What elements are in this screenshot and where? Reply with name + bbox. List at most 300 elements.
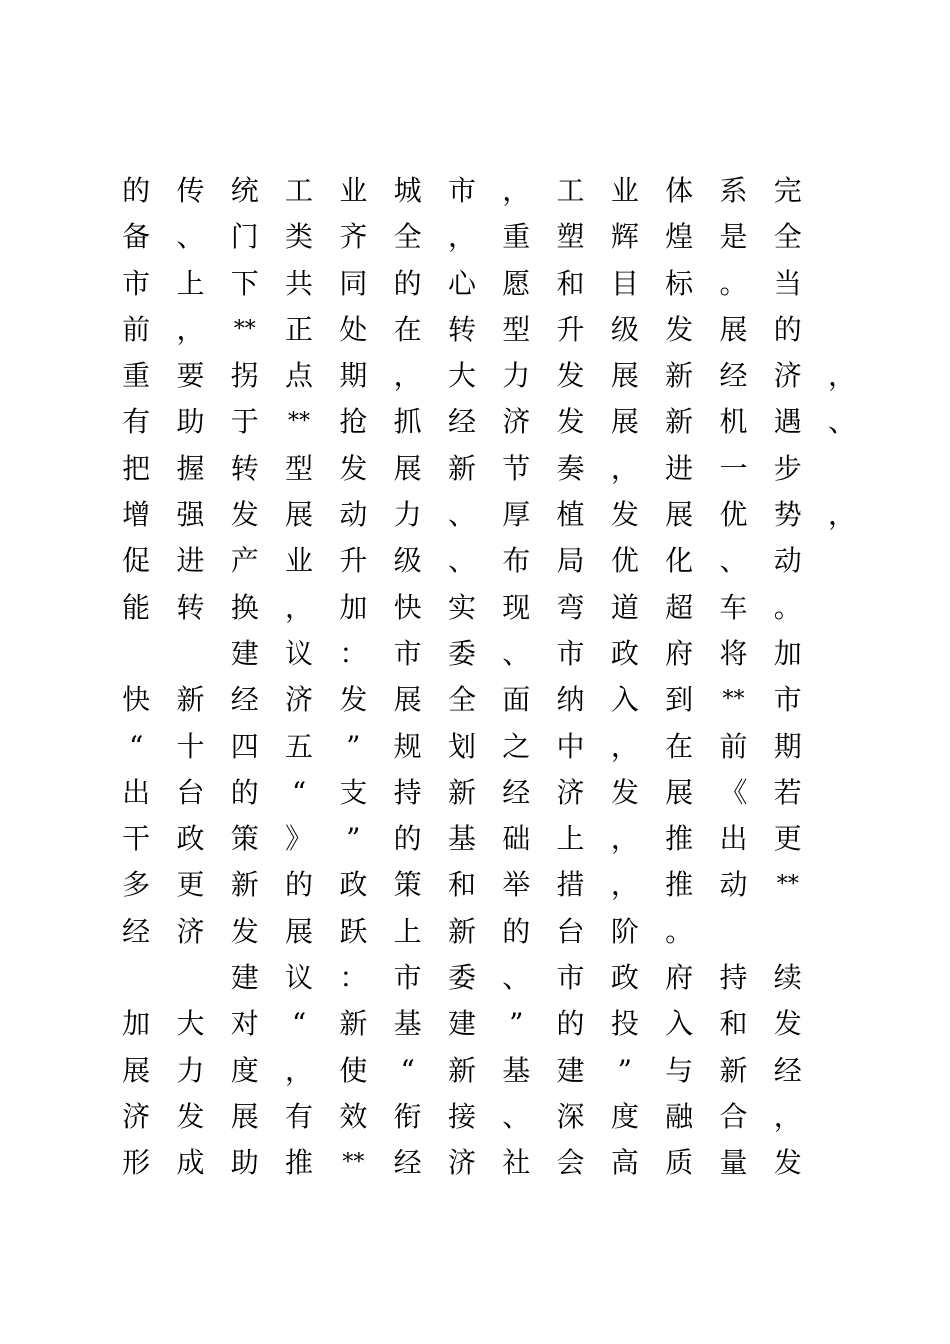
text-char: 新 [665, 405, 694, 439]
text-char: ， [285, 590, 314, 624]
text-char: 经 [122, 914, 151, 948]
text-char: 奏 [556, 451, 585, 485]
text-char: ” [617, 1053, 632, 1087]
text-char: 发 [339, 451, 368, 485]
text-char: 经 [393, 1146, 422, 1180]
text-char: 业 [610, 174, 639, 207]
text-char: 济 [773, 359, 802, 393]
text-line [109, 1140, 869, 1186]
text-char: 新 [447, 451, 476, 485]
text-char: 化 [665, 544, 694, 578]
text-char: 加 [773, 636, 802, 670]
text-char: 基 [393, 1007, 422, 1041]
text-char: 动 [719, 868, 748, 902]
text-char: 展 [285, 498, 314, 532]
text-char: 展 [665, 498, 694, 532]
text-char: 共 [285, 266, 314, 300]
text-char: 发 [610, 775, 639, 809]
text-char: 多 [122, 868, 151, 902]
text-char: 措 [556, 868, 585, 902]
text-char: 下 [230, 266, 259, 300]
text-char: 。 [719, 266, 748, 300]
text-char: 发 [176, 1099, 205, 1133]
text-char: 级 [610, 312, 639, 346]
text-line [109, 677, 869, 723]
text-char: 换 [230, 590, 259, 624]
text-char: 新 [665, 359, 694, 393]
text-line [109, 585, 869, 631]
text-char: 基 [447, 822, 476, 856]
text-char: 优 [610, 544, 639, 578]
text-char: 超 [665, 590, 694, 624]
text-char: 正 [285, 312, 314, 346]
text-char: 加 [339, 590, 368, 624]
text-char: 助 [176, 405, 205, 439]
text-char: 体 [665, 174, 694, 207]
text-char: 同 [339, 266, 368, 300]
text-char: 齐 [339, 220, 368, 254]
text-char: 的 [773, 312, 802, 346]
text-char: 经 [719, 359, 748, 393]
text-char: 五 [285, 729, 314, 763]
text-line [109, 909, 869, 955]
text-char: ** [776, 872, 799, 898]
text-char: 快 [393, 590, 422, 624]
text-char: 实 [447, 590, 476, 624]
text-char: “ [400, 1053, 415, 1087]
text-char: 转 [230, 451, 259, 485]
text-char: ， [828, 498, 857, 532]
text-char: 经 [230, 683, 259, 717]
text-char: 、 [502, 636, 531, 670]
text-char: 》 [285, 822, 314, 856]
text-char: 续 [773, 961, 802, 995]
text-char: 发 [230, 498, 259, 532]
text-char: 之 [502, 729, 531, 763]
text-char: 加 [122, 1007, 151, 1041]
text-char: 建 [230, 961, 259, 995]
text-char: 优 [719, 498, 748, 532]
text-char: 的 [502, 914, 531, 948]
text-char: 全 [393, 220, 422, 254]
text-char: 政 [339, 868, 368, 902]
text-char: 展 [393, 451, 422, 485]
text-char: 完 [773, 174, 802, 207]
text-char: 型 [502, 312, 531, 346]
text-char: 愿 [502, 266, 531, 300]
text-char: 心 [447, 266, 476, 300]
text-char: 和 [447, 868, 476, 902]
text-char: 统 [230, 174, 259, 207]
text-char: 济 [285, 683, 314, 717]
text-char: 新 [447, 914, 476, 948]
text-char: 接 [447, 1099, 476, 1133]
text-char: 上 [556, 822, 585, 856]
text-char: 助 [230, 1146, 259, 1180]
text-char: 推 [665, 868, 694, 902]
text-char: 建 [556, 1053, 585, 1087]
text-char: 在 [393, 312, 422, 346]
text-char: 发 [773, 1146, 802, 1180]
text-char: 使 [339, 1053, 368, 1087]
text-char: 跃 [339, 914, 368, 948]
text-char: 会 [556, 1146, 585, 1180]
text-char: 议 [285, 961, 314, 995]
text-char: ” [346, 729, 361, 763]
text-line [109, 631, 869, 677]
text-char: 节 [502, 451, 531, 485]
text-char: 社 [502, 1146, 531, 1180]
text-char: ** [233, 316, 256, 342]
text-line [109, 399, 869, 445]
text-char: 策 [393, 868, 422, 902]
text-char: 更 [773, 822, 802, 856]
text-char: 进 [665, 451, 694, 485]
text-char: 步 [773, 451, 802, 485]
text-char: 形 [122, 1146, 151, 1180]
text-char: 辉 [610, 220, 639, 254]
text-char: ， [610, 868, 639, 902]
text-line [109, 492, 869, 538]
text-char: 业 [339, 174, 368, 207]
text-char: 与 [665, 1053, 694, 1087]
text-char: ， [393, 359, 422, 393]
text-char: 的 [285, 868, 314, 902]
text-line [109, 862, 869, 908]
text-char: 、 [447, 544, 476, 578]
text-char: 新 [719, 1053, 748, 1087]
text-char: 干 [122, 822, 151, 856]
text-char: 中 [556, 729, 585, 763]
text-char: 政 [610, 961, 639, 995]
text-char: 动 [339, 498, 368, 532]
text-char: 大 [447, 359, 476, 393]
text-char: 质 [665, 1146, 694, 1180]
text-char: 机 [719, 405, 748, 439]
text-char: 和 [719, 1007, 748, 1041]
text-char: 系 [719, 174, 748, 207]
text-char: 塑 [556, 220, 585, 254]
text-char: 现 [502, 590, 531, 624]
text-char: 于 [230, 405, 259, 439]
text-char: 期 [773, 729, 802, 763]
text-char: 经 [447, 405, 476, 439]
text-char: 面 [502, 683, 531, 717]
text-char: 和 [556, 266, 585, 300]
text-char: 级 [393, 544, 422, 578]
text-char: 举 [502, 868, 531, 902]
text-char: 进 [176, 544, 205, 578]
text-char: 、 [502, 961, 531, 995]
text-char: 重 [122, 359, 151, 393]
text-char: 委 [447, 636, 476, 670]
text-char: 发 [556, 405, 585, 439]
text-char: 型 [285, 451, 314, 485]
text-char: 持 [393, 775, 422, 809]
text-char: 当 [773, 266, 802, 300]
text-char: 支 [339, 775, 368, 809]
text-line [109, 307, 869, 353]
text-char: 市 [556, 636, 585, 670]
text-char: 政 [610, 636, 639, 670]
text-char: 经 [502, 775, 531, 809]
text-char: 工 [285, 174, 314, 207]
text-char: 快 [122, 683, 151, 717]
text-char: 动 [773, 544, 802, 578]
text-char: 对 [230, 1007, 259, 1041]
text-char: 《 [719, 775, 748, 809]
text-char: 度 [230, 1053, 259, 1087]
text-char: 传 [176, 174, 205, 207]
text-char: 市 [773, 683, 802, 717]
text-char: 、 [719, 544, 748, 578]
text-char: 基 [502, 1053, 531, 1087]
text-char: 推 [665, 822, 694, 856]
text-char: 的 [122, 174, 151, 207]
text-char: 展 [665, 775, 694, 809]
text-char: 、 [176, 220, 205, 254]
text-char: 布 [502, 544, 531, 578]
text-char: 处 [339, 312, 368, 346]
text-char: 建 [447, 1007, 476, 1041]
text-char: 四 [230, 729, 259, 763]
text-char: ** [722, 687, 745, 713]
text-char: 济 [122, 1099, 151, 1133]
text-char: ， [610, 822, 639, 856]
text-line [109, 1001, 869, 1047]
text-char: 上 [393, 914, 422, 948]
text-char: 十 [176, 729, 205, 763]
text-char: 府 [665, 636, 694, 670]
text-char: 合 [719, 1099, 748, 1133]
text-char: 业 [285, 544, 314, 578]
text-char: 新 [230, 868, 259, 902]
text-char: 济 [502, 405, 531, 439]
text-line [109, 1048, 869, 1094]
text-char: 若 [773, 775, 802, 809]
text-char: ， [447, 220, 476, 254]
text-char: 是 [719, 220, 748, 254]
text-char: 台 [176, 775, 205, 809]
text-char: 增 [122, 498, 151, 532]
text-char: 力 [176, 1053, 205, 1087]
text-char: 出 [719, 822, 748, 856]
text-char: 促 [122, 544, 151, 578]
text-char: ** [342, 1150, 365, 1176]
text-char: 前 [122, 312, 151, 346]
text-char: 能 [122, 590, 151, 624]
text-char: 转 [447, 312, 476, 346]
text-char: 度 [610, 1099, 639, 1133]
text-char: 抢 [339, 405, 368, 439]
text-char: 入 [610, 683, 639, 717]
text-char: ， [610, 729, 639, 763]
text-char: 力 [393, 498, 422, 532]
text-char: ， [828, 359, 857, 393]
text-char: 市 [393, 961, 422, 995]
text-char: 市 [393, 636, 422, 670]
text-char: 期 [339, 359, 368, 393]
text-char: 城 [393, 174, 422, 207]
text-char: ， [176, 312, 205, 346]
text-char: 更 [176, 868, 205, 902]
text-char: 、 [447, 498, 476, 532]
text-line [109, 816, 869, 862]
text-char: 重 [502, 220, 531, 254]
text-char: 政 [176, 822, 205, 856]
text-char: ” [346, 822, 361, 856]
text-char: 产 [230, 544, 259, 578]
text-line [109, 261, 869, 307]
text-char: 一 [719, 451, 748, 485]
text-char: 遇 [773, 405, 802, 439]
text-char: 入 [665, 1007, 694, 1041]
text-char: 础 [502, 822, 531, 856]
text-char: 台 [556, 914, 585, 948]
text-line [109, 770, 869, 816]
text-char: “ [291, 1007, 307, 1041]
text-char: 规 [393, 729, 422, 763]
text-char: “ [128, 729, 144, 763]
text-char: 力 [502, 359, 531, 393]
text-char: 门 [230, 220, 259, 254]
text-char: 、 [502, 1099, 531, 1133]
text-char: 的 [230, 775, 259, 809]
text-char: 市 [122, 266, 151, 300]
text-line [109, 446, 869, 492]
text-char: 成 [176, 1146, 205, 1180]
text-char: ， [285, 1053, 314, 1087]
text-char: ： [339, 636, 368, 670]
text-char: 大 [176, 1007, 205, 1041]
text-line [109, 955, 869, 1001]
text-char: 纳 [556, 683, 585, 717]
text-char: ， [610, 451, 639, 485]
text-char: “ [291, 775, 307, 809]
text-char: 升 [339, 544, 368, 578]
text-char: 深 [556, 1099, 585, 1133]
text-char: 委 [447, 961, 476, 995]
text-char: 市 [447, 174, 476, 207]
text-line [109, 1094, 869, 1140]
text-char: 建 [230, 636, 259, 670]
text-line [109, 168, 869, 214]
text-char: 济 [176, 914, 205, 948]
text-char: 、 [828, 405, 857, 439]
text-char: 有 [285, 1099, 314, 1133]
text-char: 的 [556, 1007, 585, 1041]
text-char: ， [773, 1099, 802, 1133]
text-char: 衔 [393, 1099, 422, 1133]
text-char: 发 [665, 312, 694, 346]
text-char: 阶 [610, 914, 639, 948]
text-char: 全 [447, 683, 476, 717]
text-char: 发 [610, 498, 639, 532]
text-char: 发 [556, 359, 585, 393]
text-char: 抓 [393, 405, 422, 439]
text-char: 拐 [230, 359, 259, 393]
text-char: ， [502, 174, 531, 207]
text-char: 厚 [502, 498, 531, 532]
text-char: 展 [285, 914, 314, 948]
text-char: 展 [719, 312, 748, 346]
text-char: 划 [447, 729, 476, 763]
text-char: 到 [665, 683, 694, 717]
text-char: 弯 [556, 590, 585, 624]
text-line [109, 538, 869, 584]
text-char: 展 [230, 1099, 259, 1133]
text-char: 展 [122, 1053, 151, 1087]
text-char: 高 [610, 1146, 639, 1180]
text-char: 势 [773, 498, 802, 532]
text-char: 出 [122, 775, 151, 809]
text-char: 工 [556, 174, 585, 207]
text-char: 新 [447, 1053, 476, 1087]
text-char: 握 [176, 451, 205, 485]
text-char: 量 [719, 1146, 748, 1180]
text-char: 前 [719, 729, 748, 763]
text-char: 有 [122, 405, 151, 439]
text-char: 府 [665, 961, 694, 995]
text-char: 议 [285, 636, 314, 670]
text-char: 要 [176, 359, 205, 393]
text-char: 标 [665, 266, 694, 300]
text-char: 发 [773, 1007, 802, 1041]
text-char: 在 [665, 729, 694, 763]
text-char: ： [339, 961, 368, 995]
text-char: 投 [610, 1007, 639, 1041]
text-line [109, 214, 869, 260]
text-char: 的 [393, 266, 422, 300]
text-char: 融 [665, 1099, 694, 1133]
text-char: 的 [393, 822, 422, 856]
text-char: 目 [610, 266, 639, 300]
text-char: 将 [719, 636, 748, 670]
text-char: 持 [719, 961, 748, 995]
text-char: 强 [176, 498, 205, 532]
text-char: 发 [230, 914, 259, 948]
text-char: 展 [610, 405, 639, 439]
body-text [109, 168, 869, 1187]
text-char: 展 [610, 359, 639, 393]
text-char: 济 [447, 1146, 476, 1180]
text-char: 升 [556, 312, 585, 346]
text-char: 经 [773, 1053, 802, 1087]
text-char: 。 [773, 590, 802, 624]
text-char: ** [288, 409, 311, 435]
text-char: 效 [339, 1099, 368, 1133]
text-char: 类 [285, 220, 314, 254]
text-char: 道 [610, 590, 639, 624]
text-char: ” [509, 1007, 524, 1041]
text-char: 策 [230, 822, 259, 856]
text-char: 备 [122, 220, 151, 254]
text-line [109, 353, 869, 399]
text-char: 上 [176, 266, 205, 300]
text-line [109, 724, 869, 770]
text-char: 展 [393, 683, 422, 717]
text-char: 新 [447, 775, 476, 809]
text-char: 植 [556, 498, 585, 532]
text-char: 市 [556, 961, 585, 995]
text-char: 煌 [665, 220, 694, 254]
text-char: 局 [556, 544, 585, 578]
text-char: 济 [556, 775, 585, 809]
text-char: 。 [665, 914, 694, 948]
text-char: 把 [122, 451, 151, 485]
text-char: 发 [339, 683, 368, 717]
text-char: 新 [176, 683, 205, 717]
